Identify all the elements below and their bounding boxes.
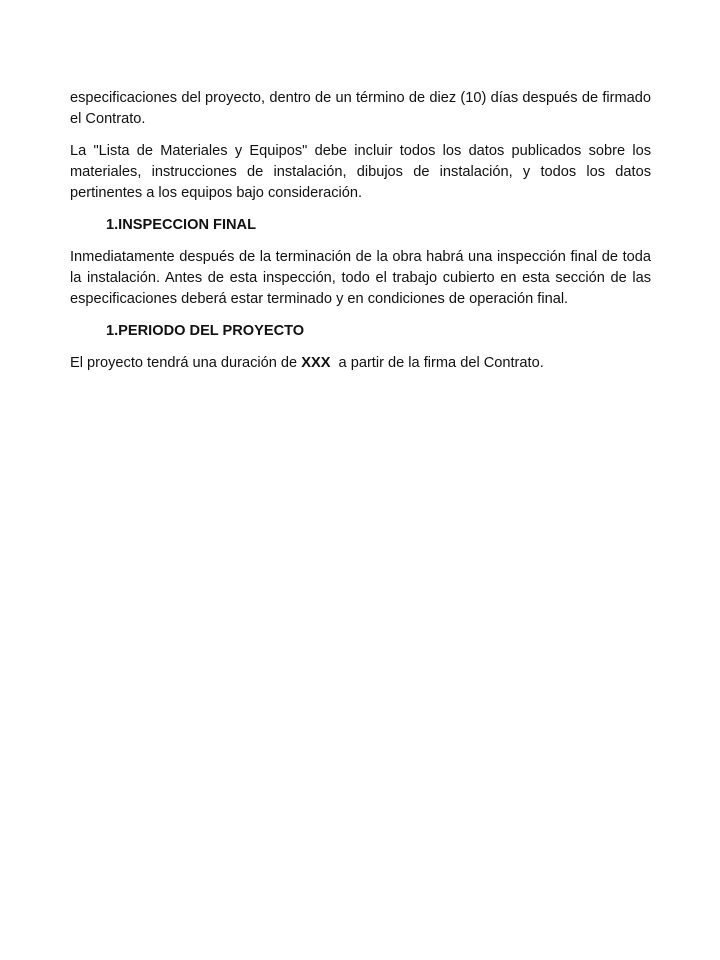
duration-placeholder: XXX [301, 355, 331, 371]
paragraph-specifications-deadline: especificaciones del proyecto, dentro de un término de diez (10) días después de firmado el Contrato. [70, 90, 651, 127]
heading-final-inspection: 1.INSPECCION FINAL [106, 217, 257, 233]
duration-text-after: a partir de la firma del Contrato. [330, 355, 544, 371]
paragraph-project-duration [70, 353, 651, 374]
paragraph-final-inspection: Inmediatamente después de la terminación de la obra habrá una inspección final de toda la instalación. Antes de esta inspección, todo el trabajo cubierto en esta sección de las especificaciones deberá estar terminado y en condiciones de operación final. [70, 249, 651, 307]
paragraph-materials-list: La "Lista de Materiales y Equipos" debe incluir todos los datos publicados sobre los materiales, instrucciones de instalación, dibujos de instalación, y todos los datos pertinentes a los equipos bajo consideración. [70, 143, 651, 201]
duration-text-before: El proyecto tendrá una duración de [70, 355, 302, 371]
document-page [70, 88, 651, 385]
heading-project-period: 1.PERIODO DEL PROYECTO [106, 323, 305, 339]
